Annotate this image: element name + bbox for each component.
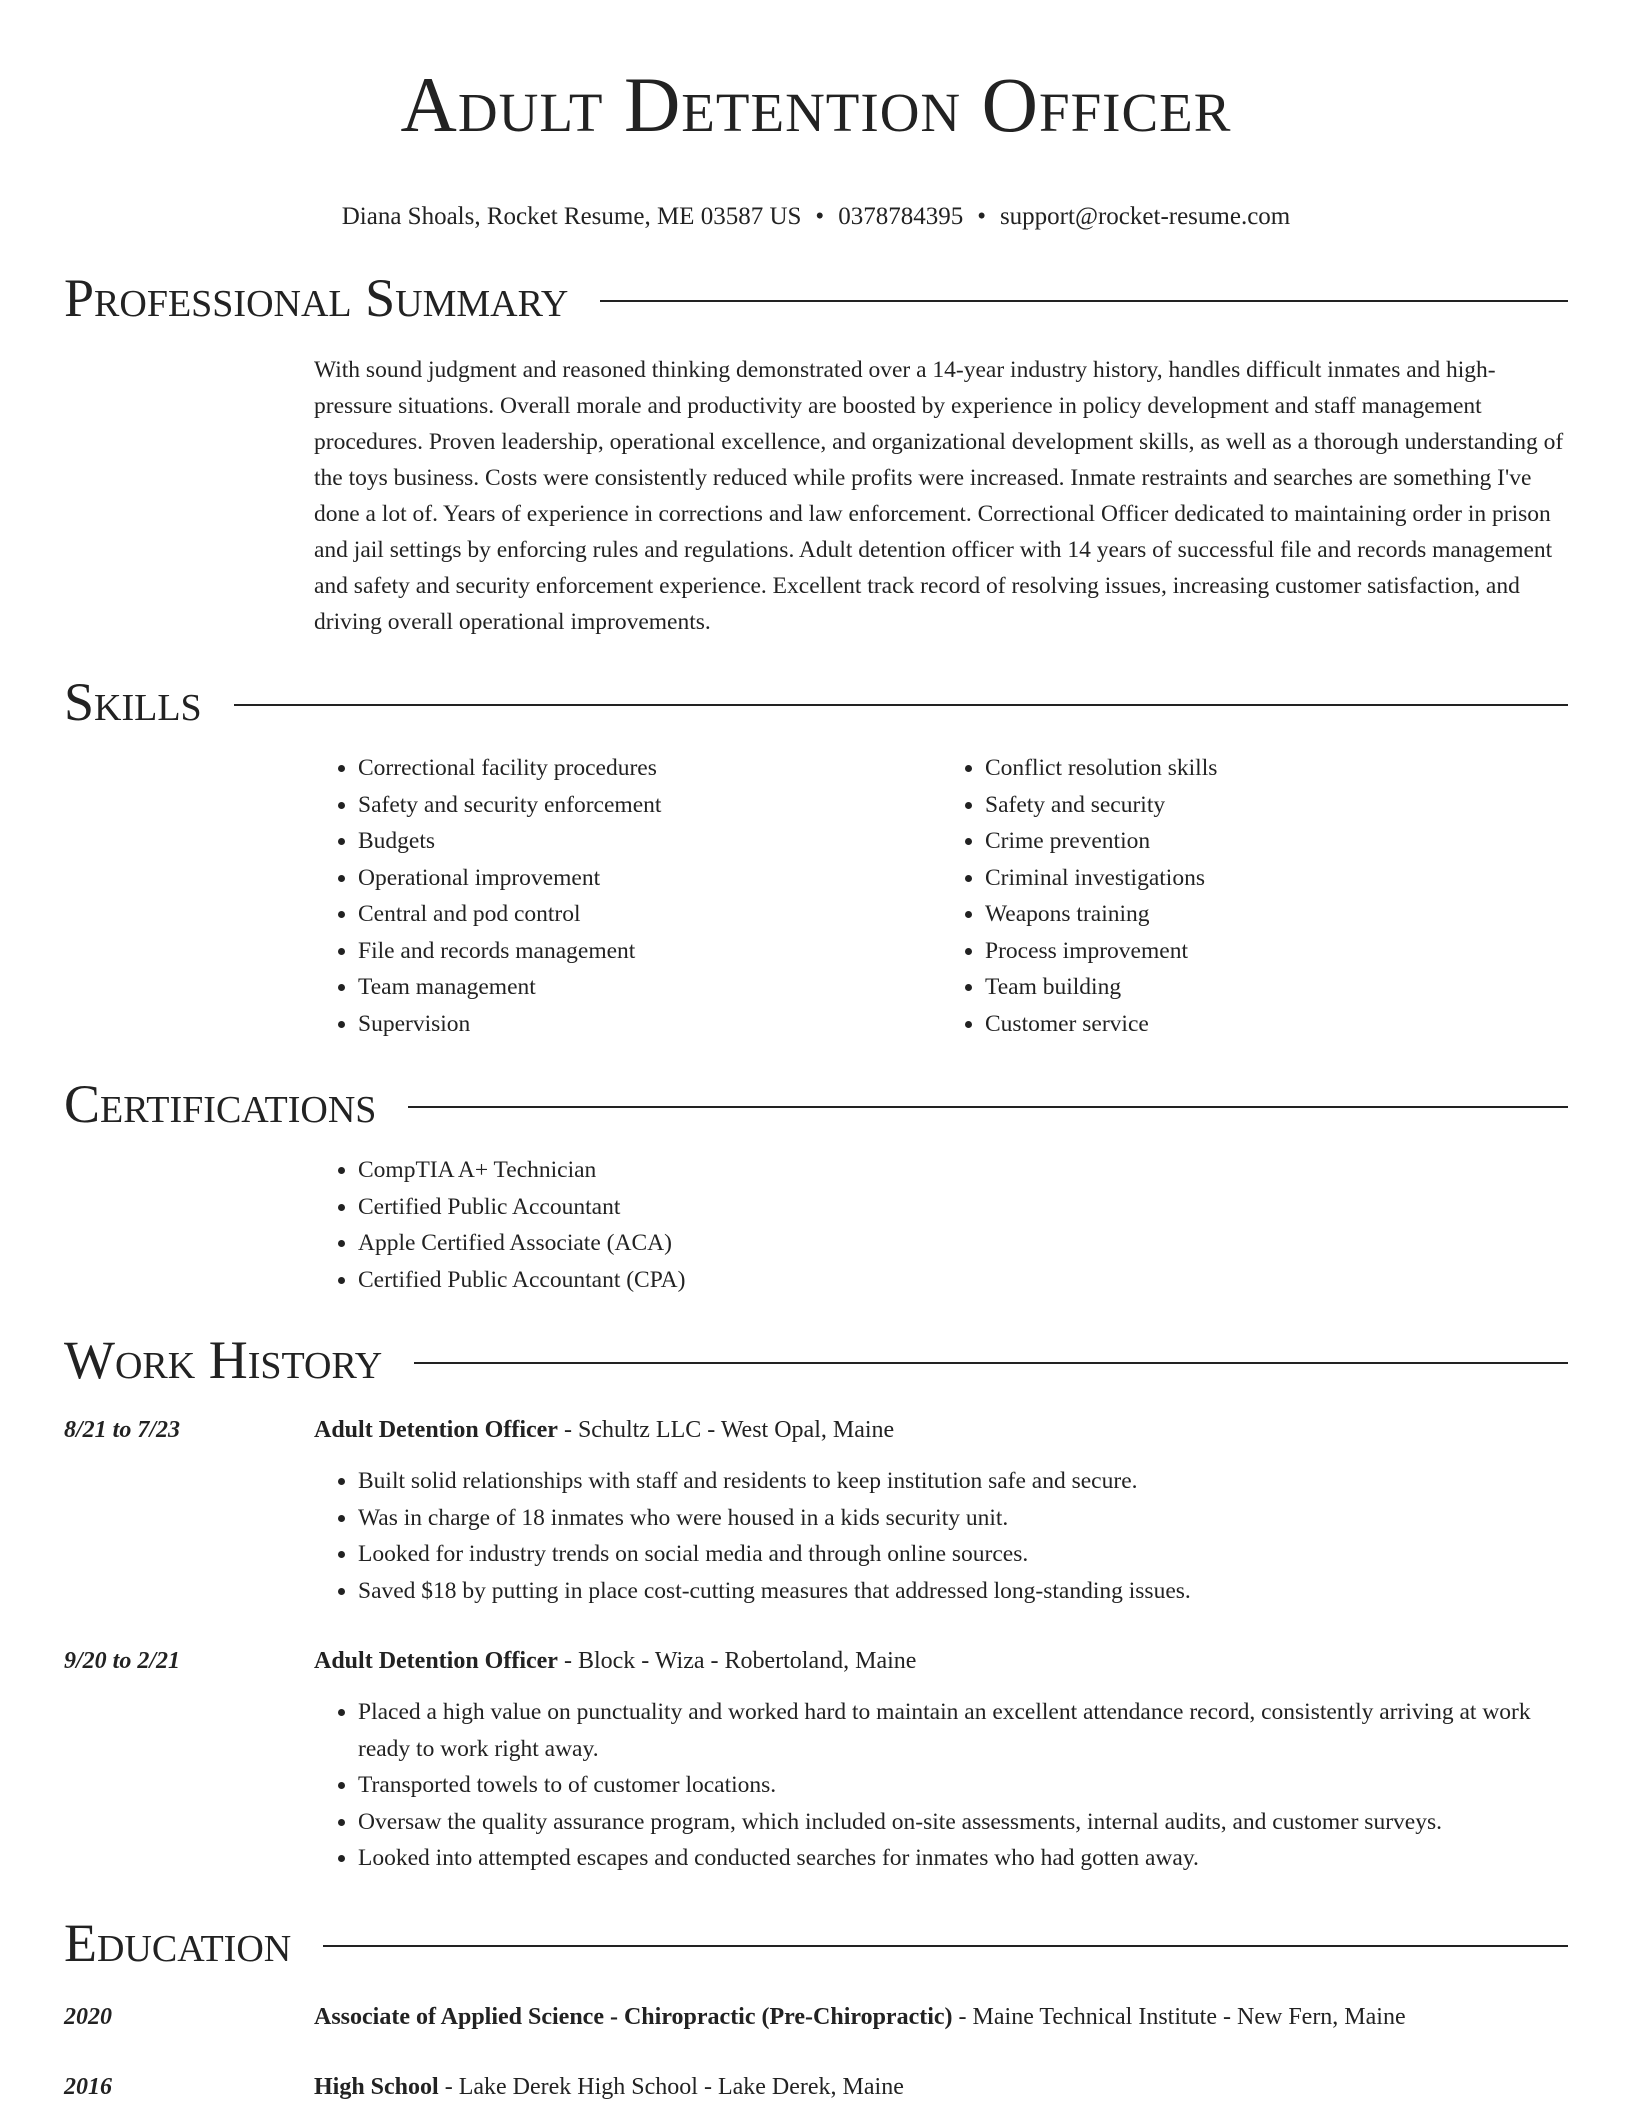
skill-item: • Team building [985, 969, 1568, 1006]
work-section-header [64, 1328, 1568, 1392]
job-bullet: • Oversaw the quality assurance program, which included on-site assessments, internal audits, and customer surveys. [358, 1804, 1568, 1841]
work-heading: Work History [64, 1330, 383, 1390]
skill-item: • Safety and security [985, 787, 1568, 824]
job-heading-line [314, 1643, 1568, 1679]
skill-item: • Budgets [358, 823, 941, 860]
contact-line [64, 202, 1568, 232]
job-detail [314, 1412, 1568, 1609]
section-divider [234, 704, 1568, 706]
section-divider [600, 300, 1568, 302]
certifications-items [314, 1152, 1568, 1298]
certifications-section-header [64, 1072, 1568, 1136]
education-degree: High School [314, 2073, 439, 2100]
skills-list [314, 750, 1568, 1042]
skill-item: • Safety and security enforcement [358, 787, 941, 824]
education-heading: Education [64, 1912, 292, 1973]
job-employer-location: - Schultz LLC - West Opal, Maine [557, 1417, 895, 1443]
education-entry [64, 2069, 1568, 2105]
skill-item: • Process improvement [985, 933, 1568, 970]
certification-item: • Apple Certified Associate (ACA) [358, 1225, 1568, 1262]
skills-column-left [314, 750, 941, 1042]
job-bullets [314, 1694, 1568, 1877]
job-bullet: • Was in charge of 18 inmates who were housed in a kids security unit. [358, 1500, 1568, 1537]
skill-item: • Correctional facility procedures [358, 750, 941, 787]
education-year: 2016 [64, 2073, 112, 2100]
skill-item: • Criminal investigations [985, 860, 1568, 897]
skill-item: • Operational improvement [358, 860, 941, 897]
job-bullets [314, 1463, 1568, 1609]
job-bullet: • Looked into attempted escapes and conducted searches for inmates who had gotten away. [358, 1840, 1568, 1877]
job-dates: 9/20 to 2/21 [64, 1648, 181, 1674]
contact-address: Diana Shoals, Rocket Resume, ME 03587 US [341, 203, 802, 230]
certifications-list [314, 1152, 1568, 1298]
summary-section-header [64, 266, 1568, 330]
skills-section-header [64, 670, 1568, 734]
resume-name: Adult Detention Officer [400, 61, 1232, 148]
skills-column-right [941, 750, 1568, 1042]
contact-email: support@rocket-resume.com [999, 203, 1291, 230]
job-bullet: • Saved $18 by putting in place cost-cutting measures that addressed long-standing issues. [358, 1573, 1568, 1610]
skill-item: • Central and pod control [358, 896, 941, 933]
job-entry [64, 1643, 1568, 1877]
section-divider [414, 1362, 1568, 1364]
skill-item: • Supervision [358, 1006, 941, 1043]
job-employer-location: - Block - Wiza - Robertoland, Maine [557, 1648, 917, 1674]
skill-item: • File and records management [358, 933, 941, 970]
education-school-location: - Maine Technical Institute - New Fern, Maine [952, 2003, 1406, 2030]
education-detail [314, 2069, 1568, 2105]
job-dates: 8/21 to 7/23 [64, 1417, 181, 1443]
job-detail [314, 1643, 1568, 1877]
education-school-location: - Lake Derek High School - Lake Derek, Maine [438, 2073, 904, 2100]
skills-heading: Skills [64, 672, 202, 732]
education-entry [64, 1999, 1568, 2035]
job-title: Adult Detention Officer [314, 1648, 558, 1674]
skill-item: • Crime prevention [985, 823, 1568, 860]
contact-phone: 0378784395 [838, 203, 964, 230]
contact-separator: • [977, 203, 986, 230]
skill-item: • Customer service [985, 1006, 1568, 1043]
contact-separator: • [815, 203, 825, 230]
skill-item: • Team management [358, 969, 941, 1006]
certification-item: • CompTIA A+ Technician [358, 1152, 1568, 1189]
section-divider [323, 1945, 1568, 1947]
education-year: 2020 [64, 2003, 112, 2030]
summary-heading: Professional Summary [64, 268, 569, 328]
job-bullet: • Looked for industry trends on social media and through online sources. [358, 1536, 1568, 1573]
education-detail [314, 1999, 1568, 2035]
work-history-list [64, 1412, 1568, 1877]
certifications-heading: Certifications [64, 1074, 377, 1134]
education-list [64, 1999, 1568, 2105]
education-degree: Associate of Applied Science - Chiropractic (Pre-Chiropractic) [314, 2003, 953, 2030]
job-title: Adult Detention Officer [314, 1417, 558, 1443]
certification-item: • Certified Public Accountant [358, 1189, 1568, 1226]
job-bullet: • Transported towels to of customer locations. [358, 1767, 1568, 1804]
job-bullet: • Placed a high value on punctuality and worked hard to maintain an excellent attendance record, consistently arriving at work ready to work right away. [358, 1694, 1568, 1767]
job-entry [64, 1412, 1568, 1609]
job-heading-line [314, 1412, 1568, 1448]
skill-item: • Conflict resolution skills [985, 750, 1568, 787]
skill-item: • Weapons training [985, 896, 1568, 933]
certification-item: • Certified Public Accountant (CPA) [358, 1262, 1568, 1299]
job-bullet: • Built solid relationships with staff and residents to keep institution safe and secure. [358, 1463, 1568, 1500]
summary-text: With sound judgment and reasoned thinking demonstrated over a 14-year industry history, handles difficult inmates and high-pressure situations. Overall morale and productivity are boosted by experience in policy development and staff management procedures. Proven leadership, operational excellence, and organizational development skills, as well as a thorough understanding of the toys business. Costs were consistently reduced while profits were increased. Inmate restraints and searches are something I've done a lot of. Years of experience in corrections and law enforcement. Correctional Officer dedicated to maintaining order in prison and jail settings by enforcing rules and regulations. Adult detention officer with 14 years of successful file and records management and safety and security enforcement experience. Excellent track record of resolving issues, increasing customer satisfaction, and driving overall operational improvements. [314, 357, 1564, 635]
section-divider [408, 1106, 1568, 1108]
education-section-header [64, 1911, 1568, 1975]
